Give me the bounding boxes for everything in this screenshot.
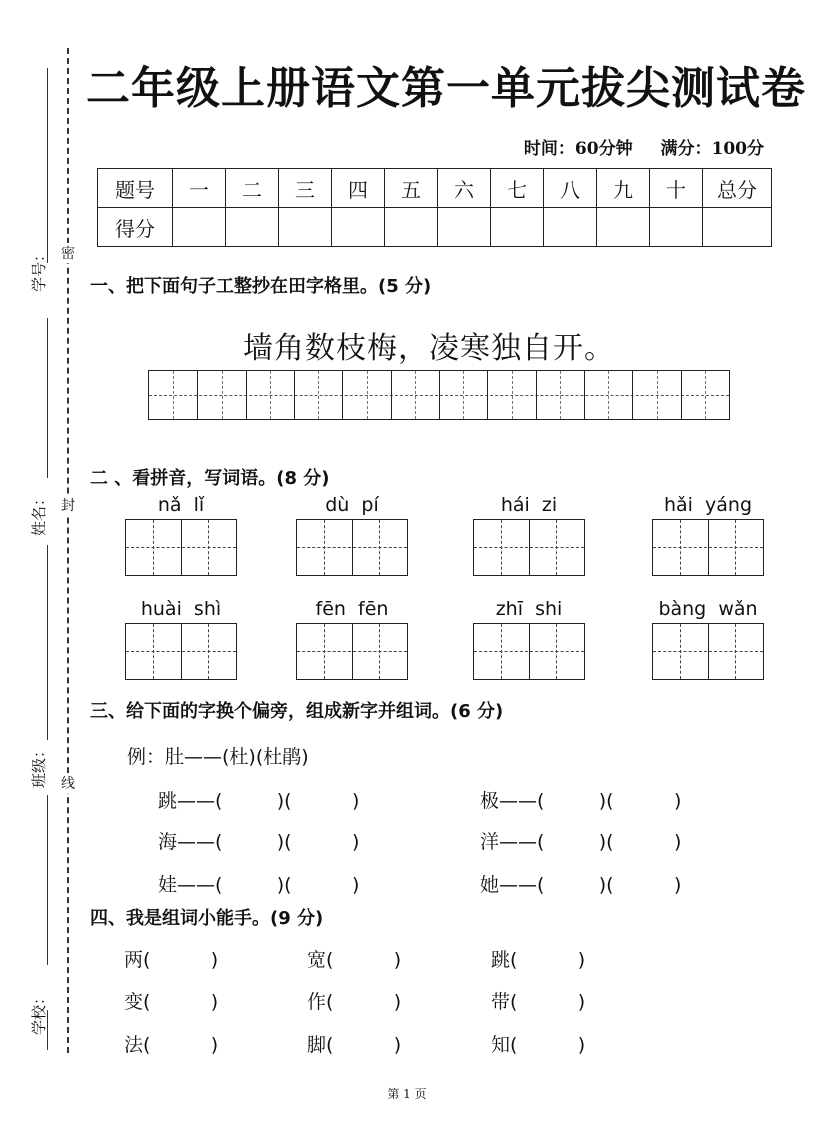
word-item[interactable]: 带( ) bbox=[491, 991, 586, 1013]
section1-title: 一、把下面句子工整抄在田字格里。(5 分) bbox=[90, 276, 432, 297]
strip-cell-dash bbox=[222, 371, 223, 419]
strip-cell-dash bbox=[367, 371, 368, 419]
strip-cell-dash bbox=[463, 371, 464, 419]
section4-title: 四、我是组词小能手。(9 分) bbox=[90, 908, 324, 929]
score-cell[interactable] bbox=[438, 208, 491, 247]
writing-box-guide bbox=[324, 520, 325, 575]
word-item[interactable]: 宽( ) bbox=[307, 949, 402, 971]
writing-box-guide bbox=[153, 520, 154, 575]
strip-cell-dash bbox=[560, 371, 561, 419]
writing-box[interactable] bbox=[473, 623, 585, 680]
score-cell[interactable] bbox=[385, 208, 438, 247]
pinyin-label: bàng wǎn bbox=[658, 598, 758, 620]
score-cell[interactable] bbox=[226, 208, 279, 247]
score-cell[interactable] bbox=[597, 208, 650, 247]
section3-example: 例：肚——(杜)(杜鹃) bbox=[127, 746, 309, 768]
page-title: 二年级上册语文第一单元拔尖测试卷 bbox=[86, 63, 806, 114]
score-header-cell: 九 bbox=[597, 169, 650, 208]
score-cell[interactable] bbox=[173, 208, 226, 247]
score-cell[interactable] bbox=[544, 208, 597, 247]
strip-cell-border bbox=[439, 371, 440, 419]
writing-box-guide bbox=[126, 651, 236, 652]
score-table-score-row bbox=[98, 208, 772, 247]
score-header-cell: 一 bbox=[173, 169, 226, 208]
strip-cell-border bbox=[246, 371, 247, 419]
writing-box[interactable] bbox=[125, 623, 237, 680]
writing-box-guide bbox=[297, 547, 407, 548]
score-cell[interactable] bbox=[279, 208, 332, 247]
radical-item[interactable]: 娃——( )( ) bbox=[158, 874, 360, 896]
pinyin-label: huài shì bbox=[140, 598, 222, 620]
writing-box-guide bbox=[208, 520, 209, 575]
name-label: 姓名： bbox=[30, 490, 48, 536]
score-cell[interactable] bbox=[491, 208, 544, 247]
word-item[interactable]: 脚( ) bbox=[307, 1034, 402, 1056]
writing-box-guide bbox=[474, 547, 584, 548]
writing-box-guide bbox=[501, 520, 502, 575]
strip-cell-border bbox=[294, 371, 295, 419]
strip-cell-dash bbox=[173, 371, 174, 419]
strip-cell-dash bbox=[270, 371, 271, 419]
strip-cell-border bbox=[632, 371, 633, 419]
score-header-cell: 三 bbox=[279, 169, 332, 208]
writing-box-guide bbox=[556, 520, 557, 575]
writing-box-guide bbox=[379, 624, 380, 679]
class-label: 班级： bbox=[30, 742, 48, 788]
score-header-cell: 总分 bbox=[703, 169, 772, 208]
writing-box-guide bbox=[653, 651, 763, 652]
strip-cell-dash bbox=[512, 371, 513, 419]
score-header-cell: 八 bbox=[544, 169, 597, 208]
student-no-label: 学号： bbox=[30, 246, 48, 292]
word-item[interactable]: 知( ) bbox=[491, 1034, 586, 1056]
score-header-cell: 十 bbox=[650, 169, 703, 208]
writing-box-guide bbox=[556, 624, 557, 679]
binding-dashed-line bbox=[67, 48, 69, 1053]
strip-cell-dash bbox=[415, 371, 416, 419]
strip-cell-border bbox=[681, 371, 682, 419]
score-table-header-row bbox=[98, 169, 772, 208]
strip-cell-border bbox=[584, 371, 585, 419]
copy-sentence: 墙角数枝梅，凌寒独自开。 bbox=[243, 331, 615, 366]
score-header-cell: 七 bbox=[491, 169, 544, 208]
writing-box-guide bbox=[153, 624, 154, 679]
word-item[interactable]: 变( ) bbox=[124, 991, 219, 1013]
radical-item[interactable]: 跳——( )( ) bbox=[158, 790, 360, 812]
exam-meta bbox=[502, 134, 764, 159]
score-cell[interactable] bbox=[703, 208, 772, 247]
writing-box[interactable] bbox=[473, 519, 585, 576]
strip-cell-dash bbox=[705, 371, 706, 419]
radical-item[interactable]: 海——( )( ) bbox=[158, 831, 360, 853]
word-item[interactable]: 法( ) bbox=[124, 1034, 219, 1056]
writing-box[interactable] bbox=[296, 623, 408, 680]
pinyin-label: hái zi bbox=[500, 494, 558, 516]
writing-box[interactable] bbox=[296, 519, 408, 576]
word-item[interactable]: 跳( ) bbox=[491, 949, 586, 971]
strip-cell-border bbox=[391, 371, 392, 419]
score-row-label: 得分 bbox=[98, 208, 173, 247]
writing-box-guide bbox=[208, 624, 209, 679]
pinyin-label: zhī shi bbox=[495, 598, 563, 620]
seal-feng: 封 bbox=[58, 495, 78, 515]
score-cell[interactable] bbox=[650, 208, 703, 247]
radical-item[interactable]: 极——( )( ) bbox=[480, 790, 682, 812]
writing-box-guide bbox=[735, 624, 736, 679]
writing-box-guide bbox=[680, 624, 681, 679]
pinyin-label: dù pí bbox=[325, 494, 379, 516]
radical-item[interactable]: 洋——( )( ) bbox=[480, 831, 682, 853]
score-header-cell: 五 bbox=[385, 169, 438, 208]
word-item[interactable]: 作( ) bbox=[307, 991, 402, 1013]
pinyin-label: nǎ lǐ bbox=[157, 494, 205, 516]
section2-title: 二 、看拼音，写词语。(8 分) bbox=[90, 468, 330, 489]
writing-box-guide bbox=[379, 520, 380, 575]
strip-cell-dash bbox=[657, 371, 658, 419]
strip-cell-dash bbox=[608, 371, 609, 419]
name-line bbox=[47, 545, 48, 740]
writing-box-guide bbox=[126, 547, 236, 548]
writing-box-guide bbox=[297, 651, 407, 652]
score-header-cell: 题号 bbox=[98, 169, 173, 208]
strip-cell-dash bbox=[318, 371, 319, 419]
score-cell[interactable] bbox=[332, 208, 385, 247]
score-header-cell: 二 bbox=[226, 169, 279, 208]
radical-item[interactable]: 她——( )( ) bbox=[480, 874, 682, 896]
strip-cell-border bbox=[487, 371, 488, 419]
tianzige-strip[interactable] bbox=[148, 370, 730, 420]
pinyin-label: hǎi yáng bbox=[663, 494, 753, 516]
writing-box-guide bbox=[501, 624, 502, 679]
writing-box-guide bbox=[653, 547, 763, 548]
strip-cell-border bbox=[536, 371, 537, 419]
page-number: 第 1 页 bbox=[387, 1087, 427, 1101]
student-no-line-lower bbox=[47, 318, 48, 478]
writing-box[interactable] bbox=[125, 519, 237, 576]
time-text: 时间：60分钟 bbox=[523, 139, 633, 159]
seal-mi: 密 bbox=[58, 243, 78, 263]
score-table bbox=[97, 168, 772, 247]
score-header-cell: 四 bbox=[332, 169, 385, 208]
writing-box-guide bbox=[680, 520, 681, 575]
word-item[interactable]: 两( ) bbox=[124, 949, 219, 971]
student-no-line bbox=[47, 68, 48, 263]
writing-box[interactable] bbox=[652, 623, 764, 680]
seal-xian: 线 bbox=[58, 773, 78, 793]
writing-box-guide bbox=[324, 624, 325, 679]
strip-cell-border bbox=[342, 371, 343, 419]
writing-box-guide bbox=[474, 651, 584, 652]
section3-title: 三、给下面的字换个偏旁，组成新字并组词。(6 分) bbox=[90, 701, 504, 722]
pinyin-label: fēn fēn bbox=[315, 598, 389, 620]
writing-box-guide bbox=[735, 520, 736, 575]
school-label: 学校： bbox=[30, 989, 48, 1035]
writing-box[interactable] bbox=[652, 519, 764, 576]
class-line bbox=[47, 795, 48, 965]
score-header-cell: 六 bbox=[438, 169, 491, 208]
strip-cell-border bbox=[197, 371, 198, 419]
full-score-text: 满分：100分 bbox=[660, 139, 764, 159]
